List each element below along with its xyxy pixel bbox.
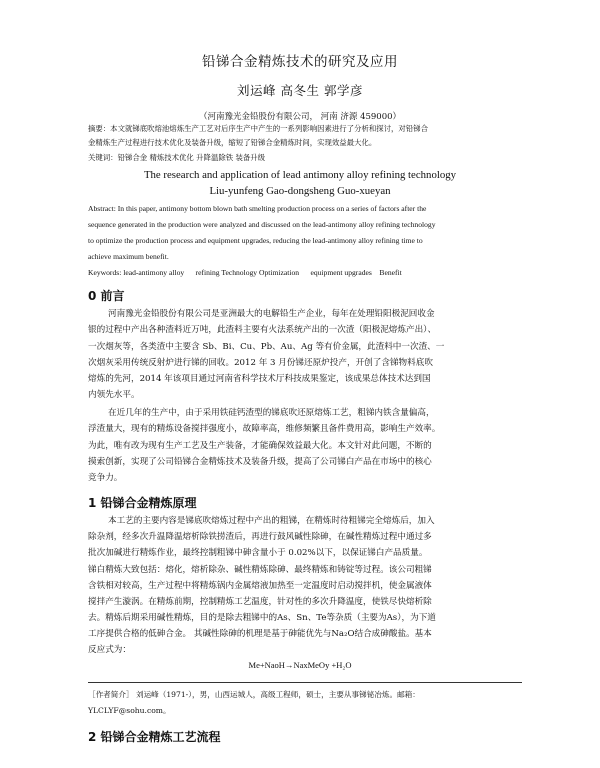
section-1-p2-line-2: 含铁相对较高，生产过程中将精炼锅内金属熔液加热至一定温度时启动搅拌机，使金属液体 — [88, 581, 432, 591]
section-1-p2-line-6: 反应式为： — [88, 645, 131, 655]
section-1-p1-line-2: 除杂剂，经多次升温降温熔析除铁捞渣后，再进行鼓风碱性除砷，在碱性精炼过程中通过多 — [88, 532, 432, 542]
section-0-p2-line-5: 竞争力。 — [88, 473, 123, 483]
section-1-p2-line-1: 锑白精炼大致包括：熔化，熔析除杂、碱性精炼除砷、最终精炼和铸锭等过程。该公司粗锑 — [88, 565, 432, 575]
section-0-p1-line-5: 熔炼的先河，2014 年该项目通过河南省科学技术厅科技成果鉴定，该成果总体技术达到国 — [88, 374, 431, 384]
section-0-p2-line-2: 浮渣量大，现有的精炼设备搅拌强度小，故障率高，维修频繁且备件费用高，影响生产效率。 — [88, 424, 441, 434]
abstract-cn-line-1: 摘要：本文就锑底吹熔池熔炼生产工艺对后序生产中产生的一系列影响因素进行了分析和探讨，对铅锑合 — [88, 124, 428, 133]
abstract-en-line-4: achieve maximum benefit. — [88, 252, 169, 261]
section-0-p2-line-3: 为此，唯有改为现有生产工艺及生产装备，才能确保效益最大化。本文针对此问题，不断的 — [88, 441, 432, 451]
abstract-en-line-1: Abstract: In this paper, antimony bottom blown bath smelting production process on a series of factors after the — [88, 204, 427, 213]
section-1-p2-line-5: 工序提供合格的低砷合金。 其碱性除砷的机理是基于砷能优先与Na₂O结合成砷酸盐。基本 — [88, 629, 432, 639]
section-0-p1-line-2: 银的过程中产出各种渣料近万吨，此渣料主要有火法系统产出的一次渣（阳极泥熔炼产出）、 — [88, 325, 437, 335]
footnote-line-2: YLCLYF@sohu.com。 — [88, 706, 171, 715]
abstract-cn-line-2: 金精炼生产过程进行技术优化及装备升级，缩短了铅锑合金精炼时间，实现效益最大化。 — [88, 138, 377, 147]
abstract-en-line-3: to optimize the production process and equipment upgrades, reducing the lead-antimony alloy refining time to — [88, 236, 423, 245]
section-0-p1-line-1: 河南豫光金铅股份有限公司是亚洲最大的电解铅生产企业，每年在处理铅阳极泥回收金 — [108, 309, 435, 319]
keywords-cn: 关键词：铅锑合金 精炼技术优化 升降温除铁 装备升级 — [88, 153, 266, 162]
section-1-p2-line-4: 去。精炼后期采用碱性精炼，目的是除去粗锑中的As、Sn、Te等杂质（主要为As），为下道 — [88, 613, 436, 623]
footnote-line-1: ［作者简介］ 刘运峰（1971-），男，山西运城人，高级工程师，硕士，主要从事锑铋冶炼。邮箱： — [88, 690, 420, 699]
footnote-divider — [88, 682, 522, 683]
section-1-heading: 1 铅锑合金精炼原理 — [88, 496, 197, 510]
section-0-p2-line-4: 摸索创新，实现了公司铅锑合金精炼技术及装备升级，提高了公司锑白产品在市场中的核心 — [88, 457, 432, 467]
keywords-en: Keywords: lead-antimony alloy refining Technology Optimization equipment upgrades Benefit — [88, 268, 402, 277]
section-0-p2-line-1: 在近几年的生产中，由于采用铁硅钙渣型的锑底吹还原熔炼工艺，粗锑内铁含量偏高， — [108, 408, 435, 418]
paper-title: 铅锑合金精炼技术的研究及应用 — [202, 54, 398, 70]
section-0-p1-line-3: 一次烟灰等，各类渣中主要含 Sb、Bi、Cu、Pb、Au、Ag 等有价金属，此渣料中一次渣、一 — [88, 342, 445, 352]
section-1-p2-line-3: 搅拌产生漩涡。在精炼前期，控制精炼工艺温度，针对性的多次升降温度，使铁尽快熔析除 — [88, 597, 432, 607]
paper-authors: 刘运峰 高冬生 郭学彦 — [237, 83, 363, 98]
abstract-en-line-2: sequence generated in the production were analyzed and discussed on the lead-antimony alloy refining technology — [88, 220, 436, 229]
section-0-p1-line-4: 次烟灰采用传统反射炉进行锑的回收。2012 年 3 月份锑还原炉投产，开创了含锑物料底吹 — [88, 358, 433, 368]
section-1-p1-line-3: 批次加碱进行精炼作业，最终控制粗锑中砷含量小于 0.02%以下，以保证锑白产品质量。 — [88, 548, 428, 558]
section-2-heading: 2 铅锑合金精炼工艺流程 — [88, 730, 221, 744]
english-authors: Liu-yunfeng Gao-dongsheng Guo-xueyan — [209, 185, 391, 197]
english-title: The research and application of lead antimony alloy refining technology — [143, 169, 457, 181]
affiliation: （河南豫光金铅股份有限公司， 河南 济源 459000） — [198, 112, 402, 122]
section-0-heading: 0 前言 — [88, 289, 125, 303]
section-1-p1-line-1: 本工艺的主要内容是锑底吹熔炼过程中产出的粗锑，在精炼时待粗锑完全熔炼后，加入 — [108, 516, 435, 526]
reaction-formula: Me+NaoH→NaxMeOy +H₂O — [248, 660, 352, 670]
section-0-p1-line-6: 内领先水平。 — [88, 390, 140, 400]
